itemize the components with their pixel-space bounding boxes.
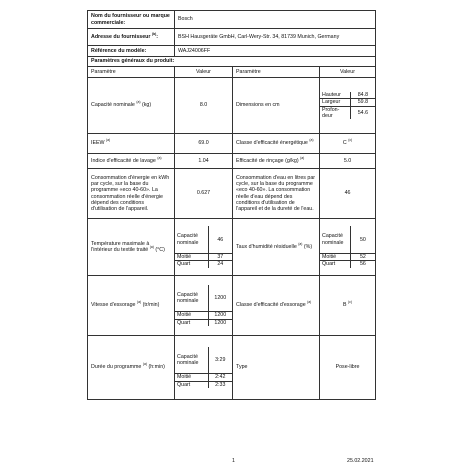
moisture-label bbox=[233, 219, 320, 276]
col-header-param-right: Paramètre bbox=[233, 67, 320, 78]
temp-load-quarter: Quart bbox=[175, 261, 208, 268]
rinse-value: 5.0 bbox=[320, 154, 376, 169]
energy-class-label bbox=[233, 134, 320, 154]
height-value: 84.8 bbox=[350, 92, 375, 99]
moist-quarter-value: 56 bbox=[350, 261, 375, 268]
rinse-note: (a) bbox=[300, 156, 305, 161]
spin-half-value: 1200 bbox=[208, 312, 232, 319]
height-row bbox=[320, 92, 375, 99]
dur-load-full: Capacité nominale bbox=[175, 347, 208, 374]
supplier-row bbox=[88, 11, 376, 29]
section-title: Paramètres généraux du produit: bbox=[88, 57, 376, 67]
capacity-dimensions-row bbox=[88, 78, 376, 134]
duration-note: (a) bbox=[142, 362, 147, 367]
duration-subtable bbox=[175, 347, 232, 388]
eei-label bbox=[88, 134, 175, 154]
moisture-subtable bbox=[320, 226, 375, 267]
dimensions-label: Dimensions en cm bbox=[233, 78, 320, 134]
moisture-unit: (%) bbox=[302, 243, 313, 250]
dur-quarter-row bbox=[175, 381, 232, 388]
dimensions-values bbox=[320, 78, 376, 134]
wash-index-label-text: Indice d'efficacité de lavage bbox=[91, 157, 156, 164]
spin-quarter-row bbox=[175, 319, 232, 326]
spin-quarter-value: 1200 bbox=[208, 319, 232, 326]
wash-rinse-row bbox=[88, 154, 376, 169]
temperature-label-text: Température maximale à l'intérieur du textile traité bbox=[91, 240, 150, 253]
moisture-note: (a) bbox=[298, 242, 303, 247]
spin-load-half: Moitié bbox=[175, 312, 208, 319]
temperature-note: (a) bbox=[149, 245, 154, 250]
temperature-label bbox=[88, 219, 175, 276]
moisture-values bbox=[320, 219, 376, 276]
energy-class-letter: C bbox=[342, 140, 347, 147]
capacity-label bbox=[88, 78, 175, 134]
wash-index-value: 1.04 bbox=[175, 154, 233, 169]
address-row bbox=[88, 29, 376, 46]
spin-half-row bbox=[175, 312, 232, 319]
eei-value: 69.0 bbox=[175, 134, 233, 154]
footer-date: 25.02.2021 bbox=[347, 458, 374, 464]
dimensions-subtable bbox=[320, 92, 375, 119]
wash-index-label bbox=[88, 154, 175, 169]
eei-row bbox=[88, 134, 376, 154]
temp-quarter-value: 24 bbox=[208, 261, 232, 268]
col-header-value-left: Valeur bbox=[175, 67, 233, 78]
capacity-note: (a) bbox=[136, 100, 141, 105]
temperature-moisture-row bbox=[88, 219, 376, 276]
model-value: WAJ24006FF bbox=[175, 46, 376, 57]
dur-quarter-value: 2:33 bbox=[208, 381, 232, 388]
spin-load-full: Capacité nominale bbox=[175, 285, 208, 312]
wash-index-note: (a) bbox=[157, 156, 162, 161]
spin-unit: (tr/min) bbox=[141, 302, 160, 309]
page-number: 1 bbox=[232, 458, 235, 464]
dur-load-quarter: Quart bbox=[175, 381, 208, 388]
width-row bbox=[320, 99, 375, 106]
spin-note: (a) bbox=[136, 300, 142, 305]
address-label-cell: Adresse du fournisseur $^{(b)}$: bbox=[88, 29, 175, 46]
duration-unit: (h:min) bbox=[146, 364, 165, 371]
energy-class-value bbox=[320, 134, 376, 154]
energy-consumption-value: 0.627 bbox=[175, 169, 233, 219]
capacity-value: 8.0 bbox=[175, 78, 233, 134]
moist-half-row bbox=[320, 253, 375, 260]
moist-half-value: 52 bbox=[350, 253, 375, 260]
spin-load-quarter: Quart bbox=[175, 319, 208, 326]
moist-full-value: 50 bbox=[350, 226, 375, 253]
energy-class-value-note: (c) bbox=[348, 138, 353, 143]
moist-load-half: Moitié bbox=[320, 253, 350, 260]
temp-load-half: Moitié bbox=[175, 253, 208, 260]
duration-type-row bbox=[88, 336, 376, 400]
spin-class-letter: B bbox=[343, 302, 347, 309]
address-label: Adresse du fournisseur bbox=[91, 33, 151, 40]
temperature-subtable bbox=[175, 226, 232, 267]
moist-full-row bbox=[320, 226, 375, 253]
temp-full-value: 46 bbox=[208, 226, 232, 253]
col-header-value-right: Valeur bbox=[320, 67, 376, 78]
temp-half-row bbox=[175, 253, 232, 260]
energy-consumption-label: Consommation d'énergie en kWh par cycle, sur la base du programme «eco 40-60». La consommation réelle d'énergie dépend des conditions d'utilisation de l'appareil. bbox=[88, 169, 175, 219]
model-row bbox=[88, 46, 376, 57]
dur-half-value: 2:42 bbox=[208, 374, 232, 381]
spin-class-label bbox=[233, 276, 320, 336]
spin-label-text: Vitesse d'essorage bbox=[91, 302, 136, 309]
rinse-label-text: Efficacité de rinçage (g/kg) bbox=[236, 157, 299, 164]
column-header-row bbox=[88, 67, 376, 78]
capacity-label-text: Capacité nominale bbox=[91, 102, 135, 109]
col-header-param-left: Paramètre bbox=[88, 67, 175, 78]
section-title-row bbox=[88, 57, 376, 67]
model-label: Référence du modèle: bbox=[88, 46, 175, 57]
width-value: 59.8 bbox=[350, 99, 375, 106]
energy-class-note: (a) bbox=[309, 138, 314, 143]
temperature-values bbox=[175, 219, 233, 276]
dur-load-half: Moitié bbox=[175, 374, 208, 381]
temp-load-full: Capacité nominale bbox=[175, 226, 208, 253]
depth-value: 54.6 bbox=[350, 106, 375, 119]
eei-note: (a) bbox=[106, 138, 111, 143]
width-label: Largeur bbox=[320, 99, 350, 106]
spin-full-row bbox=[175, 285, 232, 312]
type-label: Type bbox=[233, 336, 320, 400]
address-value: BSH Hausgeräte GmbH, Carl-Wery-Str. 34, 81739 Munich, Germany bbox=[175, 29, 376, 46]
depth-row bbox=[320, 106, 375, 119]
spin-values bbox=[175, 276, 233, 336]
moist-load-full: Capacité nominale bbox=[320, 226, 350, 253]
moist-load-quarter: Quart bbox=[320, 261, 350, 268]
temp-full-row bbox=[175, 226, 232, 253]
moist-quarter-row bbox=[320, 261, 375, 268]
spin-class-label-text: Classe d'efficacité d'essorage bbox=[236, 302, 306, 309]
supplier-label: Nom du fournisseur ou marque commerciale: bbox=[88, 11, 175, 29]
spin-class-note: (a) bbox=[307, 300, 312, 305]
consumption-row bbox=[88, 169, 376, 219]
dur-full-value: 3:29 bbox=[208, 347, 232, 374]
spin-row bbox=[88, 276, 376, 336]
temp-quarter-row bbox=[175, 261, 232, 268]
dur-half-row bbox=[175, 374, 232, 381]
water-consumption-value: 46 bbox=[320, 169, 376, 219]
temperature-unit: (°C) bbox=[153, 247, 165, 253]
moisture-label-text: Taux d'humidité résiduelle bbox=[236, 243, 297, 250]
eei-label-text: IEEW bbox=[91, 140, 105, 147]
spin-class-value-note: (c) bbox=[348, 300, 353, 305]
height-label: Hauteur bbox=[320, 92, 350, 99]
temp-half-value: 37 bbox=[208, 253, 232, 260]
type-value: Pose-libre bbox=[320, 336, 376, 400]
spin-full-value: 1200 bbox=[208, 285, 232, 312]
duration-label-text: Durée du programme bbox=[91, 364, 142, 371]
capacity-unit: (kg) bbox=[140, 102, 152, 109]
rinse-label bbox=[233, 154, 320, 169]
water-consumption-label: Consommation d'eau en litres par cycle, sur la base du programme «eco 40-60». La consommation réelle d'eau dépend des conditions d'utilisation de l'appareil et de la dureté de l'eau. bbox=[233, 169, 320, 219]
depth-label: Profon-deur bbox=[320, 106, 350, 119]
spin-subtable bbox=[175, 285, 232, 326]
dur-full-row bbox=[175, 347, 232, 374]
spin-label bbox=[88, 276, 175, 336]
spin-class-value bbox=[320, 276, 376, 336]
duration-label bbox=[88, 336, 175, 400]
address-note: (b) bbox=[151, 32, 157, 37]
product-info-table bbox=[87, 10, 376, 400]
energy-class-label-text: Classe d'efficacité énergétique bbox=[236, 140, 308, 147]
supplier-value: Bosch bbox=[175, 11, 376, 29]
duration-values bbox=[175, 336, 233, 400]
